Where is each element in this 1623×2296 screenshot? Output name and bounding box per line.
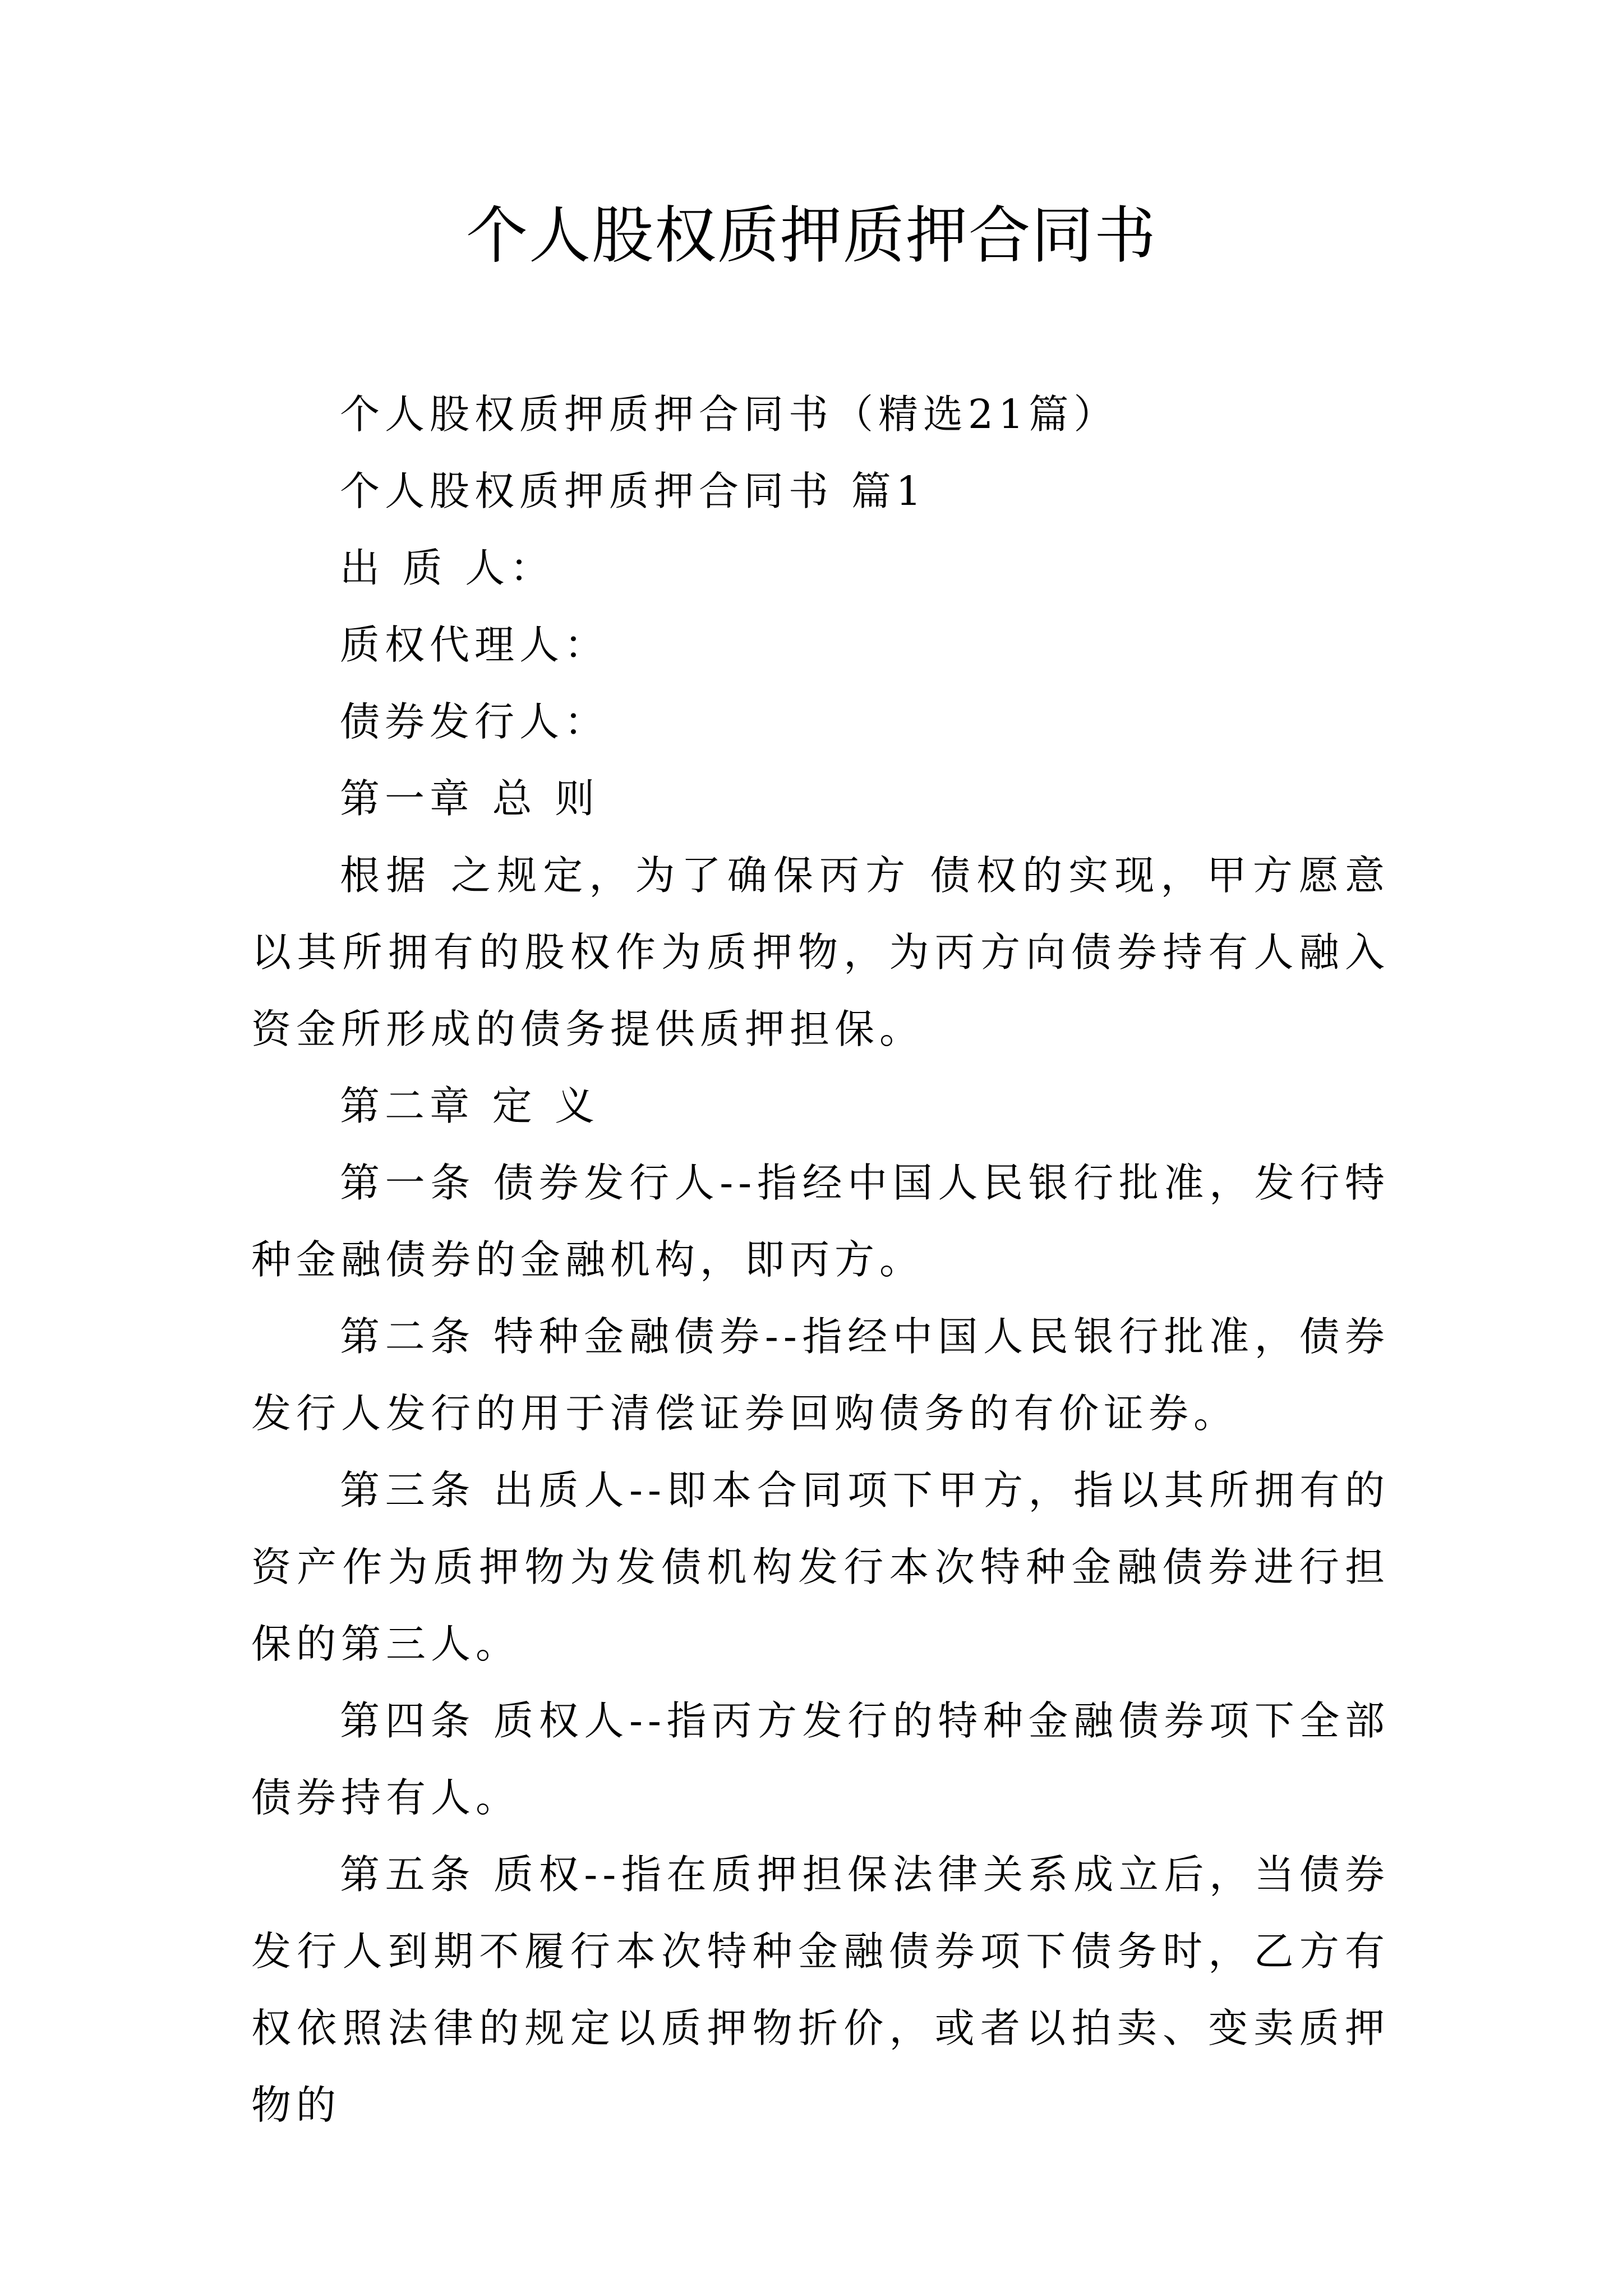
body-paragraph: 根据 之规定，为了确保丙方 债权的实现，甲方愿意以其所拥有的股权作为质押物，为丙方向债券持有人融入资金所形成的债务提供质押担保。 [251, 852, 1390, 1052]
article-paragraph: 第五条 质权--指在质押担保法律关系成立后，当债券发行人到期不履行本次特种金融债券项下债务时，乙方有权依照法律的规定以质押物折价，或者以拍卖、变卖质押物的 [251, 1851, 1390, 2128]
bond-issuer-field: 债券发行人： [340, 698, 610, 745]
pledgee-agent-field: 质权代理人： [340, 622, 610, 668]
article-paragraph: 第一条 债券发行人--指经中国人民银行批准，发行特种金融债券的金融机构，即丙方。 [251, 1159, 1390, 1283]
article-paragraph: 第四条 质权人--指丙方发行的特种金融债券项下全部债券持有人。 [251, 1697, 1390, 1821]
chapter-heading: 第二章 定 义 [340, 1083, 600, 1129]
article-paragraph: 第二条 特种金融债券--指经中国人民银行批准，债券发行人发行的用于清偿证券回购债务的有价证券。 [251, 1313, 1390, 1437]
subtitle-paragraph: 个人股权质押质押合同书（精选21篇） [340, 391, 1119, 438]
article-paragraph: 第三条 出质人--即本合同项下甲方，指以其所拥有的资产作为质押物为发债机构发行本次特种金融债券进行担保的第三人。 [251, 1467, 1390, 1667]
document-body [251, 376, 1390, 2143]
document-title: 个人股权质押质押合同书 [466, 200, 1157, 272]
chapter-heading: 第一章 总 则 [340, 775, 600, 822]
section-heading: 个人股权质押质押合同书 篇1 [340, 468, 926, 514]
pledgor-field: 出 质 人： [340, 545, 555, 591]
